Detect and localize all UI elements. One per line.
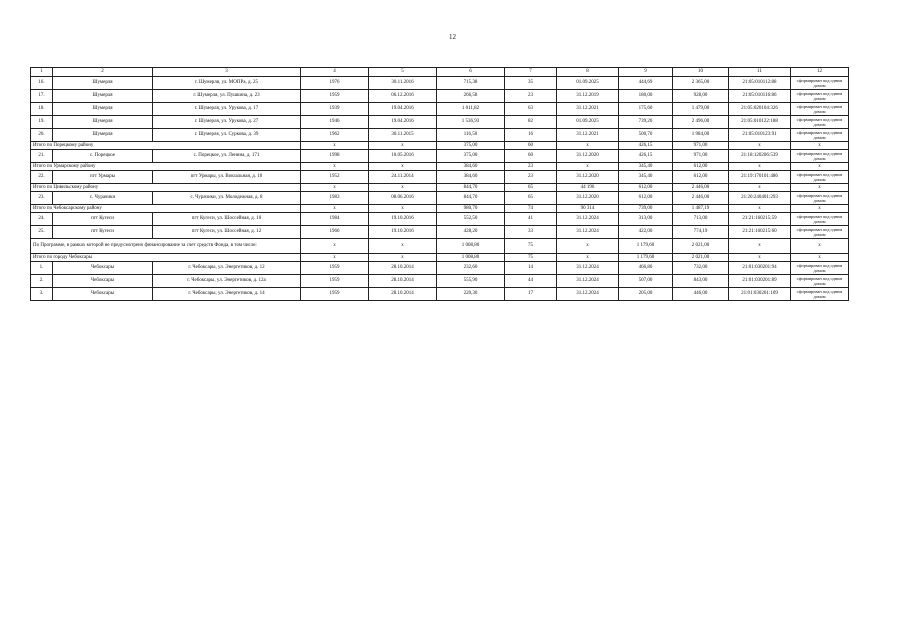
column-number-8: 8	[557, 68, 619, 77]
table-cell: сформирован под одним домом	[791, 103, 849, 116]
table-cell: 24.	[31, 213, 53, 226]
table-cell: 375,00	[437, 150, 505, 163]
table-cell: 426,15	[619, 150, 673, 163]
table-cell: Шумерля	[53, 129, 153, 142]
table-cell: 180,00	[619, 90, 673, 103]
table-cell: 375,00	[437, 142, 505, 150]
table-cell: 31.12.2021	[557, 129, 619, 142]
table-cell: сформирован под одним домом	[791, 129, 849, 142]
table-cell: 21:01:030201:94	[729, 262, 791, 275]
table-cell: 1946	[301, 116, 369, 129]
table-cell: с. Чурачики	[53, 192, 153, 205]
table-row	[31, 262, 849, 275]
table-cell: х	[557, 142, 619, 150]
table-cell: 31.12.2024	[557, 275, 619, 288]
table-cell: 31.12.2024	[557, 262, 619, 275]
table-cell: 65	[505, 184, 557, 192]
table-cell: 1959	[301, 288, 369, 301]
table-cell: 41	[505, 213, 557, 226]
column-number-10: 10	[673, 68, 729, 77]
table-cell: 313,00	[619, 213, 673, 226]
table-row	[31, 90, 849, 103]
table-cell: 266,58	[437, 90, 505, 103]
table-cell: 2 446,00	[673, 184, 729, 192]
subtotal-label: Итого по Чебоксарскому району	[31, 205, 301, 213]
table-cell: пгт Кугеси	[53, 213, 153, 226]
table-cell: сформирован под одним домом	[791, 213, 849, 226]
subtotal-label: Итого по Урмарскому району	[31, 163, 301, 171]
table-cell: 507,00	[619, 275, 673, 288]
table-cell: сформирован под одним домом	[791, 90, 849, 103]
table-cell: 22.	[31, 171, 53, 184]
table-cell: 21:19:170101:486	[729, 171, 791, 184]
table-cell: 35	[505, 77, 557, 90]
table-row	[31, 226, 849, 239]
table-cell: 21.	[31, 150, 53, 163]
table-cell: 23	[505, 171, 557, 184]
table-cell: 18.	[31, 103, 53, 116]
table-cell: сформирован под одним домом	[791, 116, 849, 129]
table-cell: х	[301, 142, 369, 150]
table-cell: 466,80	[619, 262, 673, 275]
table-cell: 732,00	[673, 262, 729, 275]
table-cell: Чебоксары	[53, 288, 153, 301]
column-number-3: 3	[153, 68, 301, 77]
table-cell: 90 314	[557, 205, 619, 213]
table-cell: 116,50	[437, 129, 505, 142]
table-cell: 205,00	[619, 288, 673, 301]
table-cell: сформирован под одним домом	[791, 288, 849, 301]
table-cell: 31.12.2024	[557, 213, 619, 226]
table-cell: х	[729, 205, 791, 213]
housing-registry-table	[30, 67, 849, 301]
table-cell: сформирован под одним домом	[791, 275, 849, 288]
table-cell: с. Порецкое, ул. Ленина, д. 171	[153, 150, 301, 163]
table-cell: 16.	[31, 77, 53, 90]
table-cell: пгт Кугеси, ул. Шоссейная, д. 12	[153, 226, 301, 239]
table-cell: с. Чурачики, ул. Молодежная, д. 8	[153, 192, 301, 205]
column-number-9: 9	[619, 68, 673, 77]
table-cell: х	[301, 184, 369, 192]
subtotal-label: Итого по Цивильскому району	[31, 184, 301, 192]
table-cell: 19.10.2016	[369, 213, 437, 226]
subtotal-label: Итого по городу Чебоксары	[31, 254, 301, 262]
table-cell: 175,60	[619, 103, 673, 116]
table-cell: г. Шумерля, ул. Урукова, д. 27	[153, 116, 301, 129]
table-cell: 31.12.2024	[557, 288, 619, 301]
table-cell: 928,00	[673, 90, 729, 103]
table-cell: 10.05.2016	[369, 150, 437, 163]
table-cell: сформирован под одним домом	[791, 192, 849, 205]
table-row	[31, 288, 849, 301]
table-cell: х	[301, 239, 369, 254]
table-cell: 60	[505, 142, 557, 150]
table-cell: 1959	[301, 262, 369, 275]
table-cell: Шумерля	[53, 103, 153, 116]
table-cell: х	[369, 205, 437, 213]
table-cell: пгт Урмары	[53, 171, 153, 184]
subtotal-label: По Программе, в рамках которой не предусмотрено финансирование за счет средств Фонда, в том числе:	[31, 239, 301, 254]
table-cell: 23	[505, 90, 557, 103]
table-cell: сформирован под одним домом	[791, 77, 849, 90]
table-cell: 31.12.2024	[557, 226, 619, 239]
table-cell: 1952	[301, 171, 369, 184]
column-number-11: 11	[729, 68, 791, 77]
table-cell: 232,60	[437, 262, 505, 275]
table-cell: 1998	[301, 150, 369, 163]
table-cell: 21:05:010112:88	[729, 77, 791, 90]
table-cell: 31.12.2021	[557, 103, 619, 116]
table-row	[31, 275, 849, 288]
table-cell: 384,60	[437, 163, 505, 171]
table-row	[31, 213, 849, 226]
table-cell: 1 008,80	[437, 254, 505, 262]
table-cell: 31.12.2019	[557, 90, 619, 103]
table-cell: 612,00	[619, 184, 673, 192]
table-cell: 500,70	[619, 129, 673, 142]
table-cell: 31.12.2020	[557, 171, 619, 184]
table-cell: 17	[505, 288, 557, 301]
table-cell: 19.	[31, 116, 53, 129]
table-cell: 21:05:010116:86	[729, 90, 791, 103]
table-cell: 60	[505, 150, 557, 163]
table-cell: 08.06.2016	[369, 192, 437, 205]
table-cell: г. Шумерля, ул. Суркова, д. 39	[153, 129, 301, 142]
table-cell: х	[791, 239, 849, 254]
table-cell: 2.	[31, 275, 53, 288]
column-number-5: 5	[369, 68, 437, 77]
table-cell: 74	[505, 205, 557, 213]
column-number-4: 4	[301, 68, 369, 77]
table-cell: х	[729, 254, 791, 262]
table-cell: 19.10.2016	[369, 226, 437, 239]
page-number: 12	[449, 33, 456, 41]
table-cell: 345,40	[619, 163, 673, 171]
table-cell: 20.	[31, 129, 53, 142]
table-cell: 220,30	[437, 288, 505, 301]
table-cell: х	[369, 163, 437, 171]
table-cell: сформирован под одним домом	[791, 171, 849, 184]
column-number-1: 1	[31, 68, 53, 77]
table-cell: 1 984,00	[673, 129, 729, 142]
table-cell: 384,60	[437, 171, 505, 184]
table-cell: 44 196	[557, 184, 619, 192]
table-cell: 28.10.2014	[369, 288, 437, 301]
table-cell: 1 179,60	[619, 254, 673, 262]
table-cell: 446,00	[673, 288, 729, 301]
table-cell: 21:21:160215:59	[729, 213, 791, 226]
table-cell: 2 021,00	[673, 254, 729, 262]
table-cell: 65	[505, 192, 557, 205]
table-cell: 1 479,00	[673, 103, 729, 116]
table-cell: х	[791, 163, 849, 171]
table-cell: 1984	[301, 213, 369, 226]
table-cell: 21:21:160215:60	[729, 226, 791, 239]
subtotal-label: Итого по Порецкому району	[31, 142, 301, 150]
table-cell: х	[791, 184, 849, 192]
table-cell: 01.09.2025	[557, 116, 619, 129]
table-cell: 1966	[301, 226, 369, 239]
table-cell: 715,38	[437, 77, 505, 90]
table-cell: 1 008,80	[437, 239, 505, 254]
table-cell: 21:05:010122:188	[729, 116, 791, 129]
table-cell: 444,69	[619, 77, 673, 90]
table-cell: с. Порецкое	[53, 150, 153, 163]
table-cell: пгт Кугеси, ул. Шоссейная, д. 10	[153, 213, 301, 226]
table-row	[31, 150, 849, 163]
table-cell: 426,15	[619, 142, 673, 150]
table-row	[31, 192, 849, 205]
table-cell: 843,00	[673, 275, 729, 288]
table-cell: Чебоксары	[53, 262, 153, 275]
table-cell: 16	[505, 129, 557, 142]
table-cell: г. Чебоксары, ул. Энергетиков, д. 12	[153, 262, 301, 275]
table-cell: 75	[505, 239, 557, 254]
table-cell: Чебоксары	[53, 275, 153, 288]
table-cell: х	[557, 163, 619, 171]
table-row	[31, 171, 849, 184]
table-cell: сформирован под одним домом	[791, 150, 849, 163]
table-cell: 612,00	[619, 192, 673, 205]
table-cell: 24.11.2014	[369, 171, 437, 184]
table-cell: 75	[505, 254, 557, 262]
column-number-6: 6	[437, 68, 505, 77]
table-cell: х	[301, 254, 369, 262]
table-row	[31, 116, 849, 129]
subtotal-row	[31, 205, 849, 213]
table-cell: 21:05:010123:91	[729, 129, 791, 142]
table-cell: 3.	[31, 288, 53, 301]
table-cell: 21:20:240401:293	[729, 192, 791, 205]
table-cell: 82	[505, 116, 557, 129]
table-cell: 555,90	[437, 275, 505, 288]
table-cell: х	[557, 254, 619, 262]
table-cell: 844,70	[437, 192, 505, 205]
table-cell: 2 365,00	[673, 77, 729, 90]
table-cell: х	[729, 184, 791, 192]
subtotal-row	[31, 163, 849, 171]
table-cell: х	[729, 163, 791, 171]
table-cell: 1 011,82	[437, 103, 505, 116]
table-cell: г. Чебоксары, ул. Энергетиков, д. 12а	[153, 275, 301, 288]
table-cell: пгт Урмары, ул. Вокзальная, д. 10	[153, 171, 301, 184]
table-cell: 31.12.2020	[557, 150, 619, 163]
table-cell: 612,00	[673, 171, 729, 184]
table-cell: 1959	[301, 90, 369, 103]
table-cell: 33	[505, 226, 557, 239]
table-cell: 1962	[301, 129, 369, 142]
table-cell: 713,00	[673, 213, 729, 226]
subtotal-row	[31, 254, 849, 262]
table-cell: 28.10.2014	[369, 275, 437, 288]
column-number-row	[31, 68, 849, 77]
table-cell: Шумерля	[53, 116, 153, 129]
table-cell: х	[791, 254, 849, 262]
table-cell: сформирован под одним домом	[791, 262, 849, 275]
table-cell: 21:01:030201:109	[729, 288, 791, 301]
table-cell: 844,70	[437, 184, 505, 192]
table-cell: 01.09.2025	[557, 77, 619, 90]
table-cell: пгт Кугеси	[53, 226, 153, 239]
table-cell: 17.	[31, 90, 53, 103]
table-cell: г. Шумерля, ул. МОПРа, д. 25	[153, 77, 301, 90]
table-cell: 1983	[301, 192, 369, 205]
table-cell: х	[301, 163, 369, 171]
table-cell: 612,00	[673, 163, 729, 171]
table-cell: х	[791, 142, 849, 150]
table-cell: х	[369, 254, 437, 262]
column-number-7: 7	[505, 68, 557, 77]
table-cell: 30.11.2016	[369, 77, 437, 90]
table-cell: х	[791, 205, 849, 213]
table-cell: 23	[505, 163, 557, 171]
table-cell: 774,19	[673, 226, 729, 239]
table-row	[31, 129, 849, 142]
table-cell: 14	[505, 262, 557, 275]
table-cell: 28.10.2014	[369, 262, 437, 275]
table-cell: х	[369, 239, 437, 254]
table-cell: 1.	[31, 262, 53, 275]
subtotal-row	[31, 142, 849, 150]
table-cell: 1939	[301, 103, 369, 116]
table-cell: х	[557, 239, 619, 254]
table-cell: Шумерля	[53, 77, 153, 90]
table-cell: 06.12.2016	[369, 90, 437, 103]
table-cell: 63	[505, 103, 557, 116]
table-cell: 1976	[301, 77, 369, 90]
table-cell: 2 021,00	[673, 239, 729, 254]
table-cell: 428,20	[437, 226, 505, 239]
table-cell: 739,00	[619, 205, 673, 213]
table-cell: х	[369, 184, 437, 192]
table-cell: 21:01:030201:89	[729, 275, 791, 288]
table-cell: х	[729, 239, 791, 254]
table-cell: Шумерля	[53, 90, 153, 103]
table-cell: х	[301, 205, 369, 213]
table-cell: 19.04.2016	[369, 116, 437, 129]
table-cell: 1 487,19	[673, 205, 729, 213]
table-cell: 739,20	[619, 116, 673, 129]
table-cell: 21:05:020104:326	[729, 103, 791, 116]
table-cell: 44	[505, 275, 557, 288]
table-cell: г. Чебоксары, ул. Энергетиков, д. 14	[153, 288, 301, 301]
subtotal-row	[31, 239, 849, 254]
table-cell: 1 179,60	[619, 239, 673, 254]
table-cell: 980,70	[437, 205, 505, 213]
table-cell: 971,00	[673, 150, 729, 163]
table-cell: 2 446,00	[673, 192, 729, 205]
table-cell: г. Шумерля, ул. Пушкина, д. 23	[153, 90, 301, 103]
subtotal-row	[31, 184, 849, 192]
table-cell: 2 496,00	[673, 116, 729, 129]
table-cell: 23.	[31, 192, 53, 205]
column-number-12: 12	[791, 68, 849, 77]
column-number-2: 2	[53, 68, 153, 77]
table-cell: 30.11.2015	[369, 129, 437, 142]
table-cell: 345,40	[619, 171, 673, 184]
table-cell: 971,00	[673, 142, 729, 150]
table-cell: 21:18:120206:539	[729, 150, 791, 163]
table-cell: 25.	[31, 226, 53, 239]
table-cell: 1 536,93	[437, 116, 505, 129]
table-cell: г. Шумерля, ул. Урукова, д. 17	[153, 103, 301, 116]
table-cell: 1959	[301, 275, 369, 288]
table-cell: сформирован под одним домом	[791, 226, 849, 239]
table-cell: 552,50	[437, 213, 505, 226]
table-cell: х	[369, 142, 437, 150]
table-cell: 31.12.2020	[557, 192, 619, 205]
table-cell: 422,00	[619, 226, 673, 239]
table-cell: 19.04.2016	[369, 103, 437, 116]
table-row	[31, 77, 849, 90]
table-row	[31, 103, 849, 116]
table-cell: х	[729, 142, 791, 150]
